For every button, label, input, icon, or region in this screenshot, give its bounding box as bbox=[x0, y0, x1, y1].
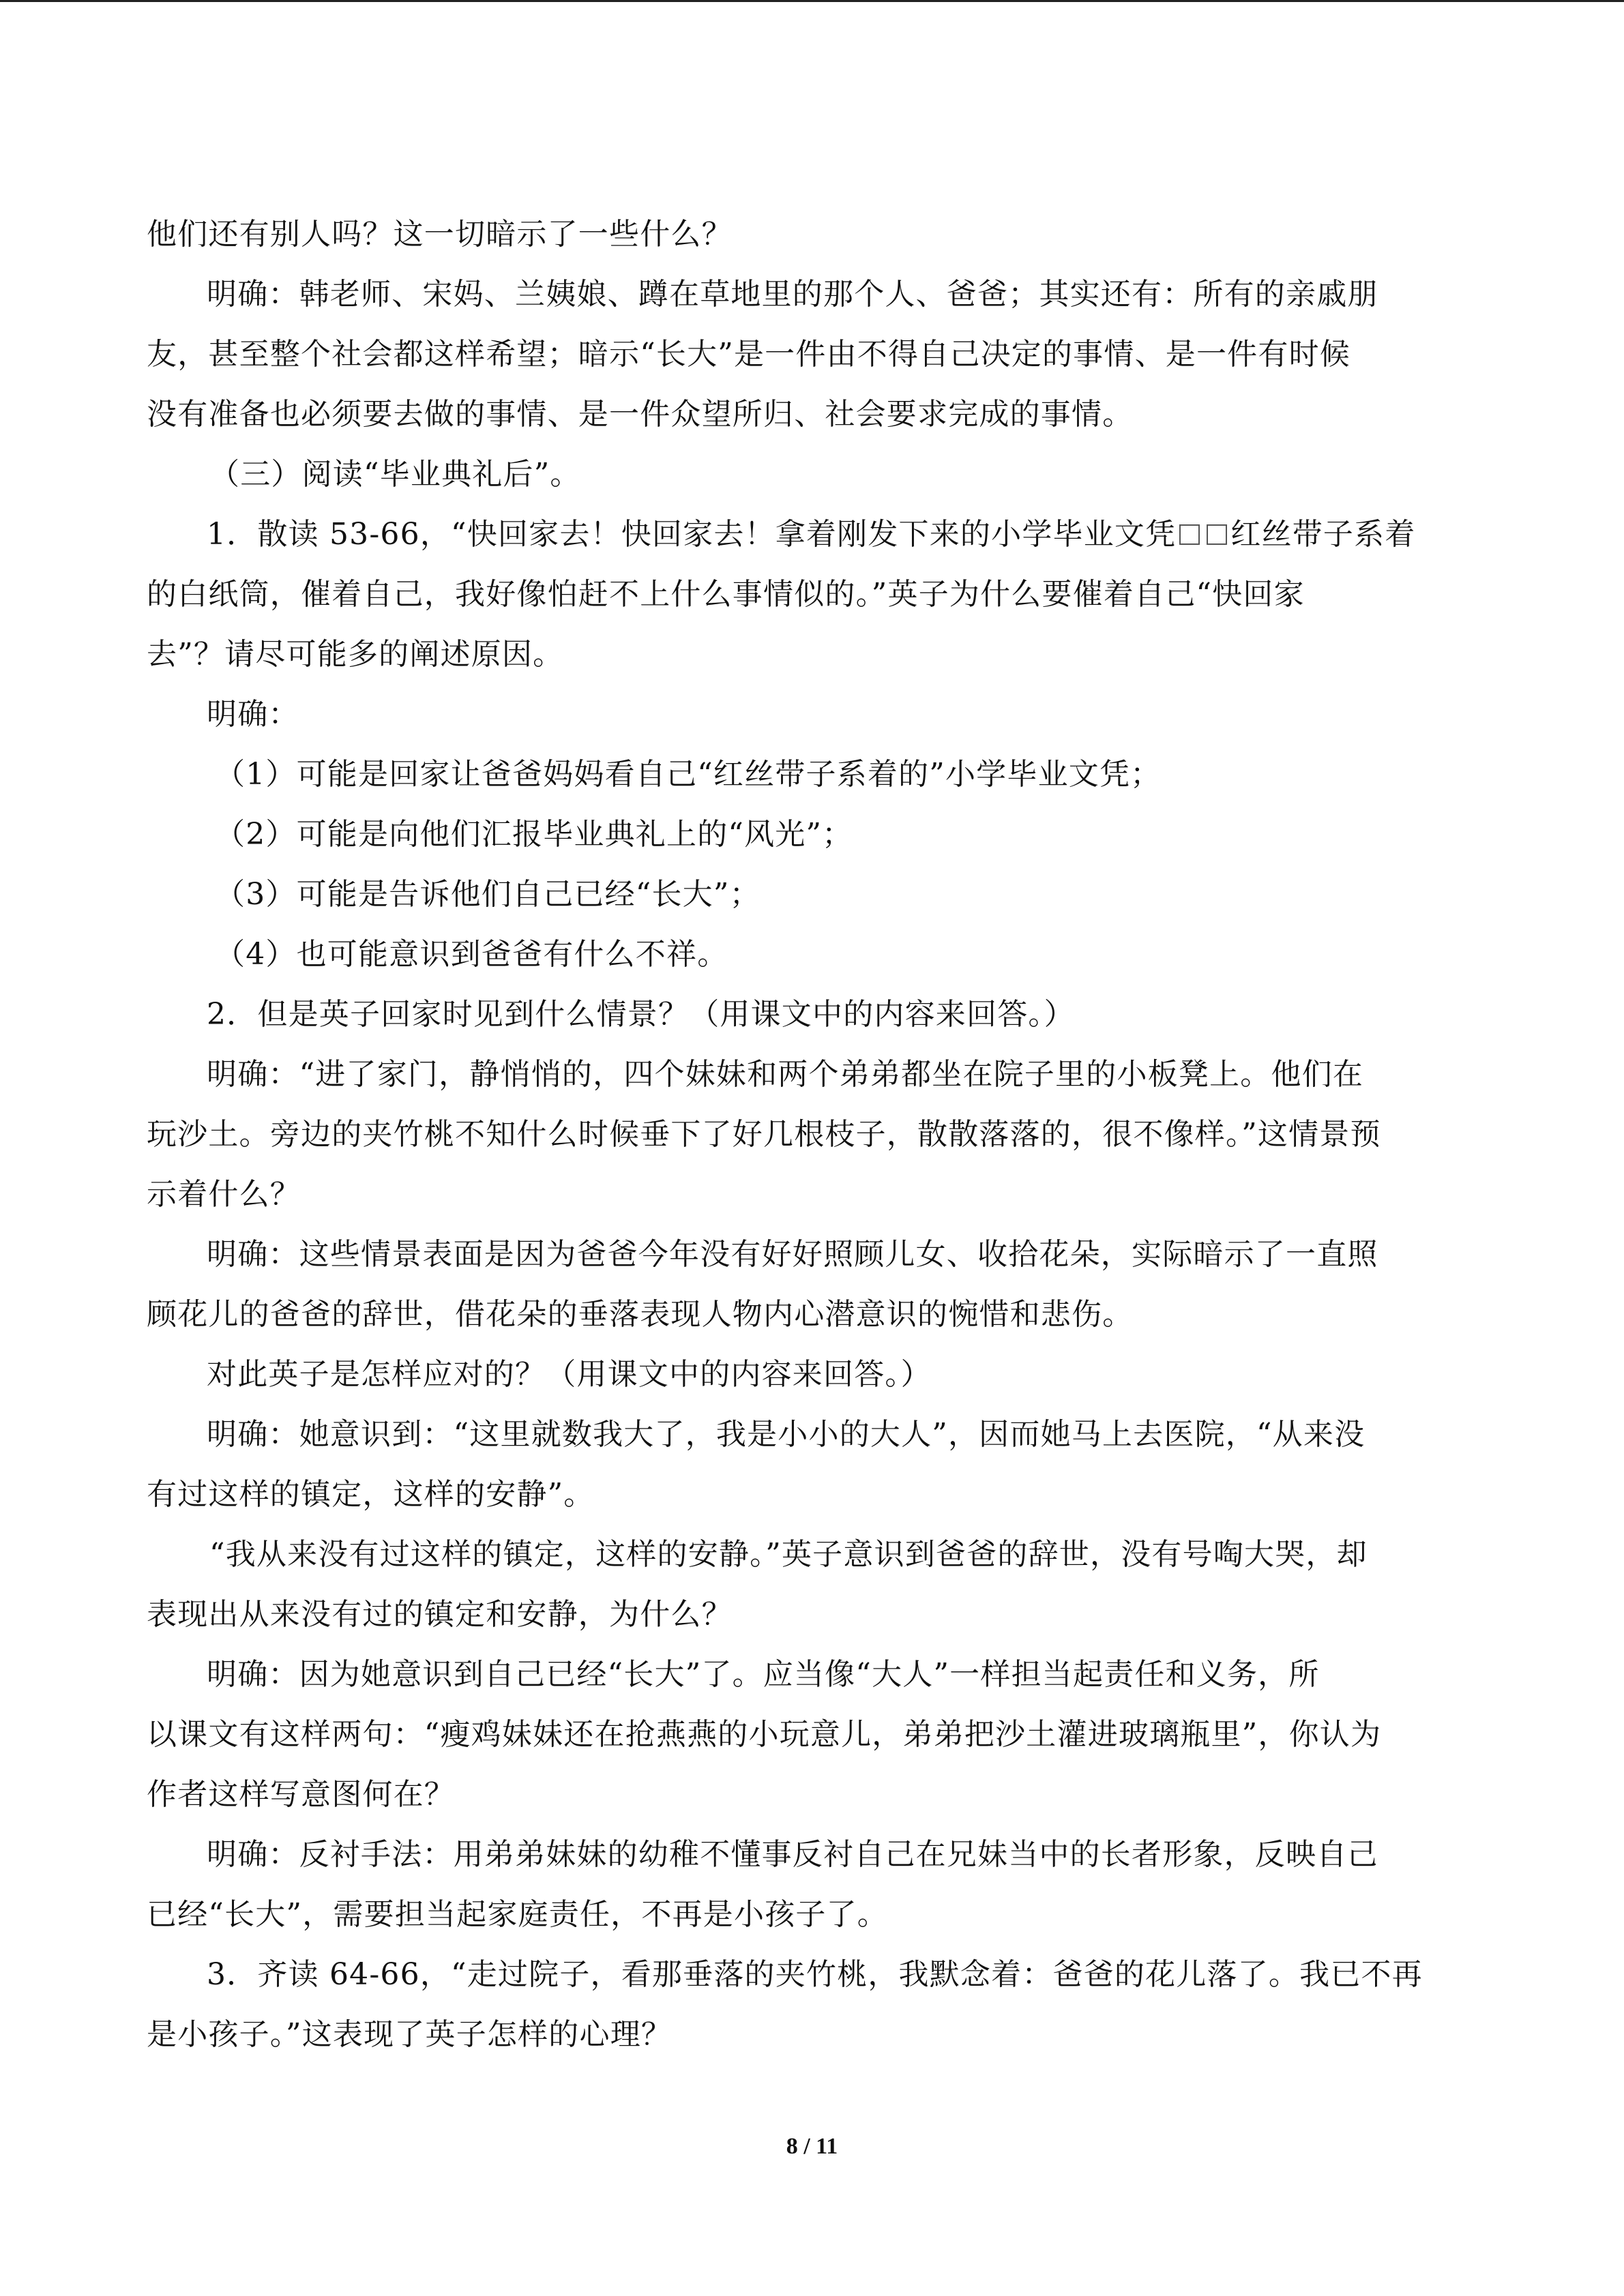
text-line: 表现出从来没有过的镇定和安静，为什么？ bbox=[147, 1597, 733, 1632]
text-line: 玩沙土。旁边的夹竹桃不知什么时候垂下了好几根枝子，散散落落的，很不像样。”这情景预 bbox=[147, 1117, 1381, 1152]
document-body bbox=[147, 205, 1480, 2065]
text-line: 已经“长大”，需要担当起家庭责任，不再是小孩子了。 bbox=[147, 1897, 888, 1932]
text-line: 3．齐读 64-66，“走过院子，看那垂落的夹竹桃，我默念着：爸爸的花儿落了。我已不再 bbox=[207, 1957, 1423, 1992]
list-item: （1）可能是回家让爸爸妈妈看自己“红丝带子系着的”小学毕业文凭； bbox=[215, 757, 1162, 792]
text-line: 有过这样的镇定，这样的安静”。 bbox=[147, 1477, 595, 1512]
text-line: 没有准备也必须要去做的事情、是一件众望所归、社会要求完成的事情。 bbox=[147, 397, 1134, 432]
text-line: 明确： bbox=[207, 697, 299, 732]
text-line: 的白纸筒，催着自己，我好像怕赶不上什么事情似的。”英子为什么要催着自己“快回家 bbox=[147, 577, 1305, 612]
text-line: 明确：反衬手法：用弟弟妹妹的幼稚不懂事反衬自己在兄妹当中的长者形象，反映自己 bbox=[207, 1837, 1378, 1872]
text-line: 明确：这些情景表面是因为爸爸今年没有好好照顾儿女、收拾花朵，实际暗示了一直照 bbox=[207, 1237, 1378, 1272]
text-line: 明确：韩老师、宋妈、兰姨娘、蹲在草地里的那个人、爸爸；其实还有：所有的亲戚朋 bbox=[207, 277, 1378, 312]
section-heading: （三）阅读“毕业典礼后”。 bbox=[209, 457, 581, 492]
text-line: 明确：因为她意识到自己已经“长大”了。应当像“大人”一样担当起责任和义务，所 bbox=[207, 1657, 1320, 1692]
list-item: （4）也可能意识到爸爸有什么不祥。 bbox=[215, 937, 728, 972]
text-line: 以课文有这样两句：“瘦鸡妹妹还在抢燕燕的小玩意儿，弟弟把沙土灌进玻璃瓶里”，你认为 bbox=[147, 1717, 1382, 1752]
text-line: 去”？请尽可能多的阐述原因。 bbox=[147, 637, 564, 672]
text-line: 作者这样写意图何在？ bbox=[147, 1777, 455, 1812]
text-line: 友，甚至整个社会都这样希望；暗示“长大”是一件由不得自己决定的事情、是一件有时候 bbox=[147, 337, 1350, 372]
missing-glyph-box-icon bbox=[1179, 524, 1200, 545]
text-line bbox=[147, 505, 1480, 565]
text-line: 是小孩子。”这表现了英子怎样的心理？ bbox=[147, 2017, 673, 2052]
missing-glyph-box-icon bbox=[1207, 524, 1227, 545]
top-border-line bbox=[0, 0, 1624, 2]
list-item: （3）可能是告诉他们自己已经“长大”； bbox=[215, 877, 761, 912]
list-item: （2）可能是向他们汇报毕业典礼上的“风光”； bbox=[215, 817, 853, 852]
text-line: 明确：她意识到：“这里就数我大了，我是小小的大人”，因而她马上去医院，“从来没 bbox=[207, 1417, 1365, 1452]
text-line: 顾花儿的爸爸的辞世，借花朵的垂落表现人物内心潜意识的惋惜和悲伤。 bbox=[147, 1297, 1134, 1332]
page-number: 8 / 11 bbox=[786, 2134, 838, 2159]
text-line: 对此英子是怎样应对的？（用课文中的内容来回答。） bbox=[207, 1357, 932, 1392]
text-line: 明确：“进了家门，静悄悄的，四个妹妹和两个弟弟都坐在院子里的小板凳上。他们在 bbox=[207, 1057, 1364, 1092]
text-line: 示着什么？ bbox=[147, 1177, 301, 1212]
text-segment: 红丝带子系着 bbox=[1230, 517, 1416, 552]
text-line: 2．但是英子回家时见到什么情景？（用课文中的内容来回答。） bbox=[207, 997, 1075, 1032]
text-line: “我从来没有过这样的镇定，这样的安静。”英子意识到爸爸的辞世，没有号啕大哭，却 bbox=[209, 1537, 1368, 1572]
text-line: 他们还有别人吗？这一切暗示了一些什么？ bbox=[147, 217, 733, 252]
text-segment: 1．散读 53-66，“快回家去！快回家去！拿着刚发下来的小学毕业文凭 bbox=[207, 517, 1177, 552]
